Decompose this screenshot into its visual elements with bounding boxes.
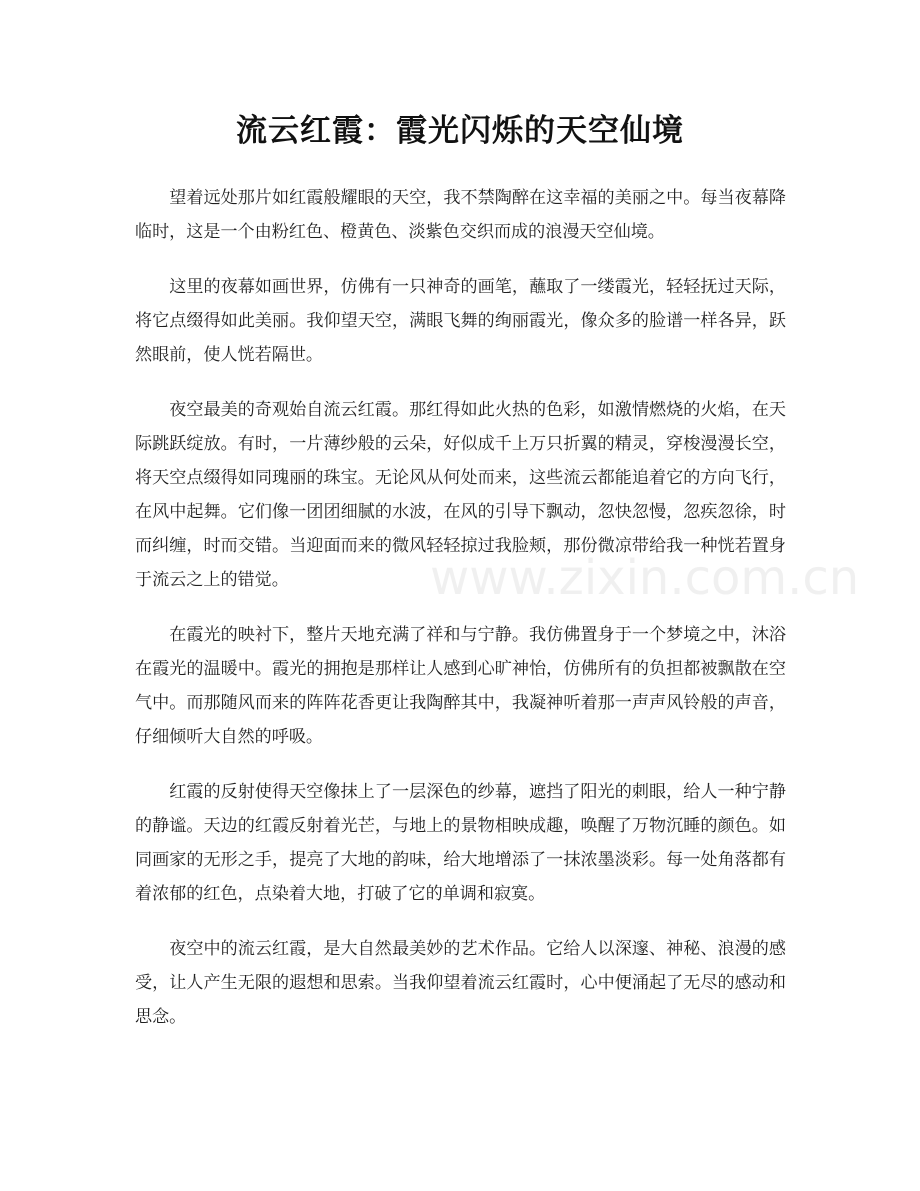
paragraph-5: 红霞的反射使得天空像抹上了一层深色的纱幕，遮挡了阳光的刺眼，给人一种宁静的静谧。天边的红霞反射着光芒，与地上的景物相映成趣，唤醒了万物沉睡的颜色。如同画家的无形之手，提亮了大地的韵味，给大地增添了一抹浓墨淡彩。每一处角落都有着浓郁的红色，点染着大地，打破了它的单调和寂寞。 [135,782,786,904]
paragraph-3: 夜空最美的奇观始自流云红霞。那红得如此火热的色彩，如激情燃烧的火焰，在天际跳跃绽放。有时，一片薄纱般的云朵，好似成千上万只折翼的精灵，穿梭漫漫长空，将天空点缀得如同瑰丽的珠宝。无论风从何处而来，这些流云都能追着它的方向飞行，在风中起舞。它们像一团团细腻的水波，在风的引导下飘动，忽快忽慢，忽疾忽徐，时而纠缠，时而交错。当迎面而来的微风轻轻掠过我脸颊，那份微凉带给我一种恍若置身于流云之上的错觉。 [135,400,786,590]
paragraph-4: 在霞光的映衬下，整片天地充满了祥和与宁静。我仿佛置身于一个梦境之中，沐浴在霞光的温暖中。霞光的拥抱是那样让人感到心旷神怡，仿佛所有的负担都被飘散在空气中。而那随风而来的阵阵花香更让我陶醉其中，我凝神听着那一声声风铃般的声音，仔细倾听大自然的呼吸。 [135,625,786,747]
watermark: www.zixin.com.cn [430,550,860,606]
paragraph-6: 夜空中的流云红霞，是大自然最美妙的艺术作品。它给人以深邃、神秘、浪漫的感受，让人产生无限的遐想和思索。当我仰望着流云红霞时，心中便涌起了无尽的感动和思念。 [135,939,786,1027]
document-body [135,181,860,1055]
paragraph-2: 这里的夜幕如画世界，仿佛有一只神奇的画笔，蘸取了一缕霞光，轻轻抚过天际，将它点缀得如此美丽。我仰望天空，满眼飞舞的绚丽霞光，像众多的脸谱一样各异，跃然眼前，使人恍若隔世。 [135,277,786,365]
paragraph-1: 望着远处那片如红霞般耀眼的天空，我不禁陶醉在这幸福的美丽之中。每当夜幕降临时，这是一个由粉红色、橙黄色、淡紫色交织而成的浪漫天空仙境。 [135,188,786,242]
document-title: 流云红霞：霞光闪烁的天空仙境 [236,113,684,149]
